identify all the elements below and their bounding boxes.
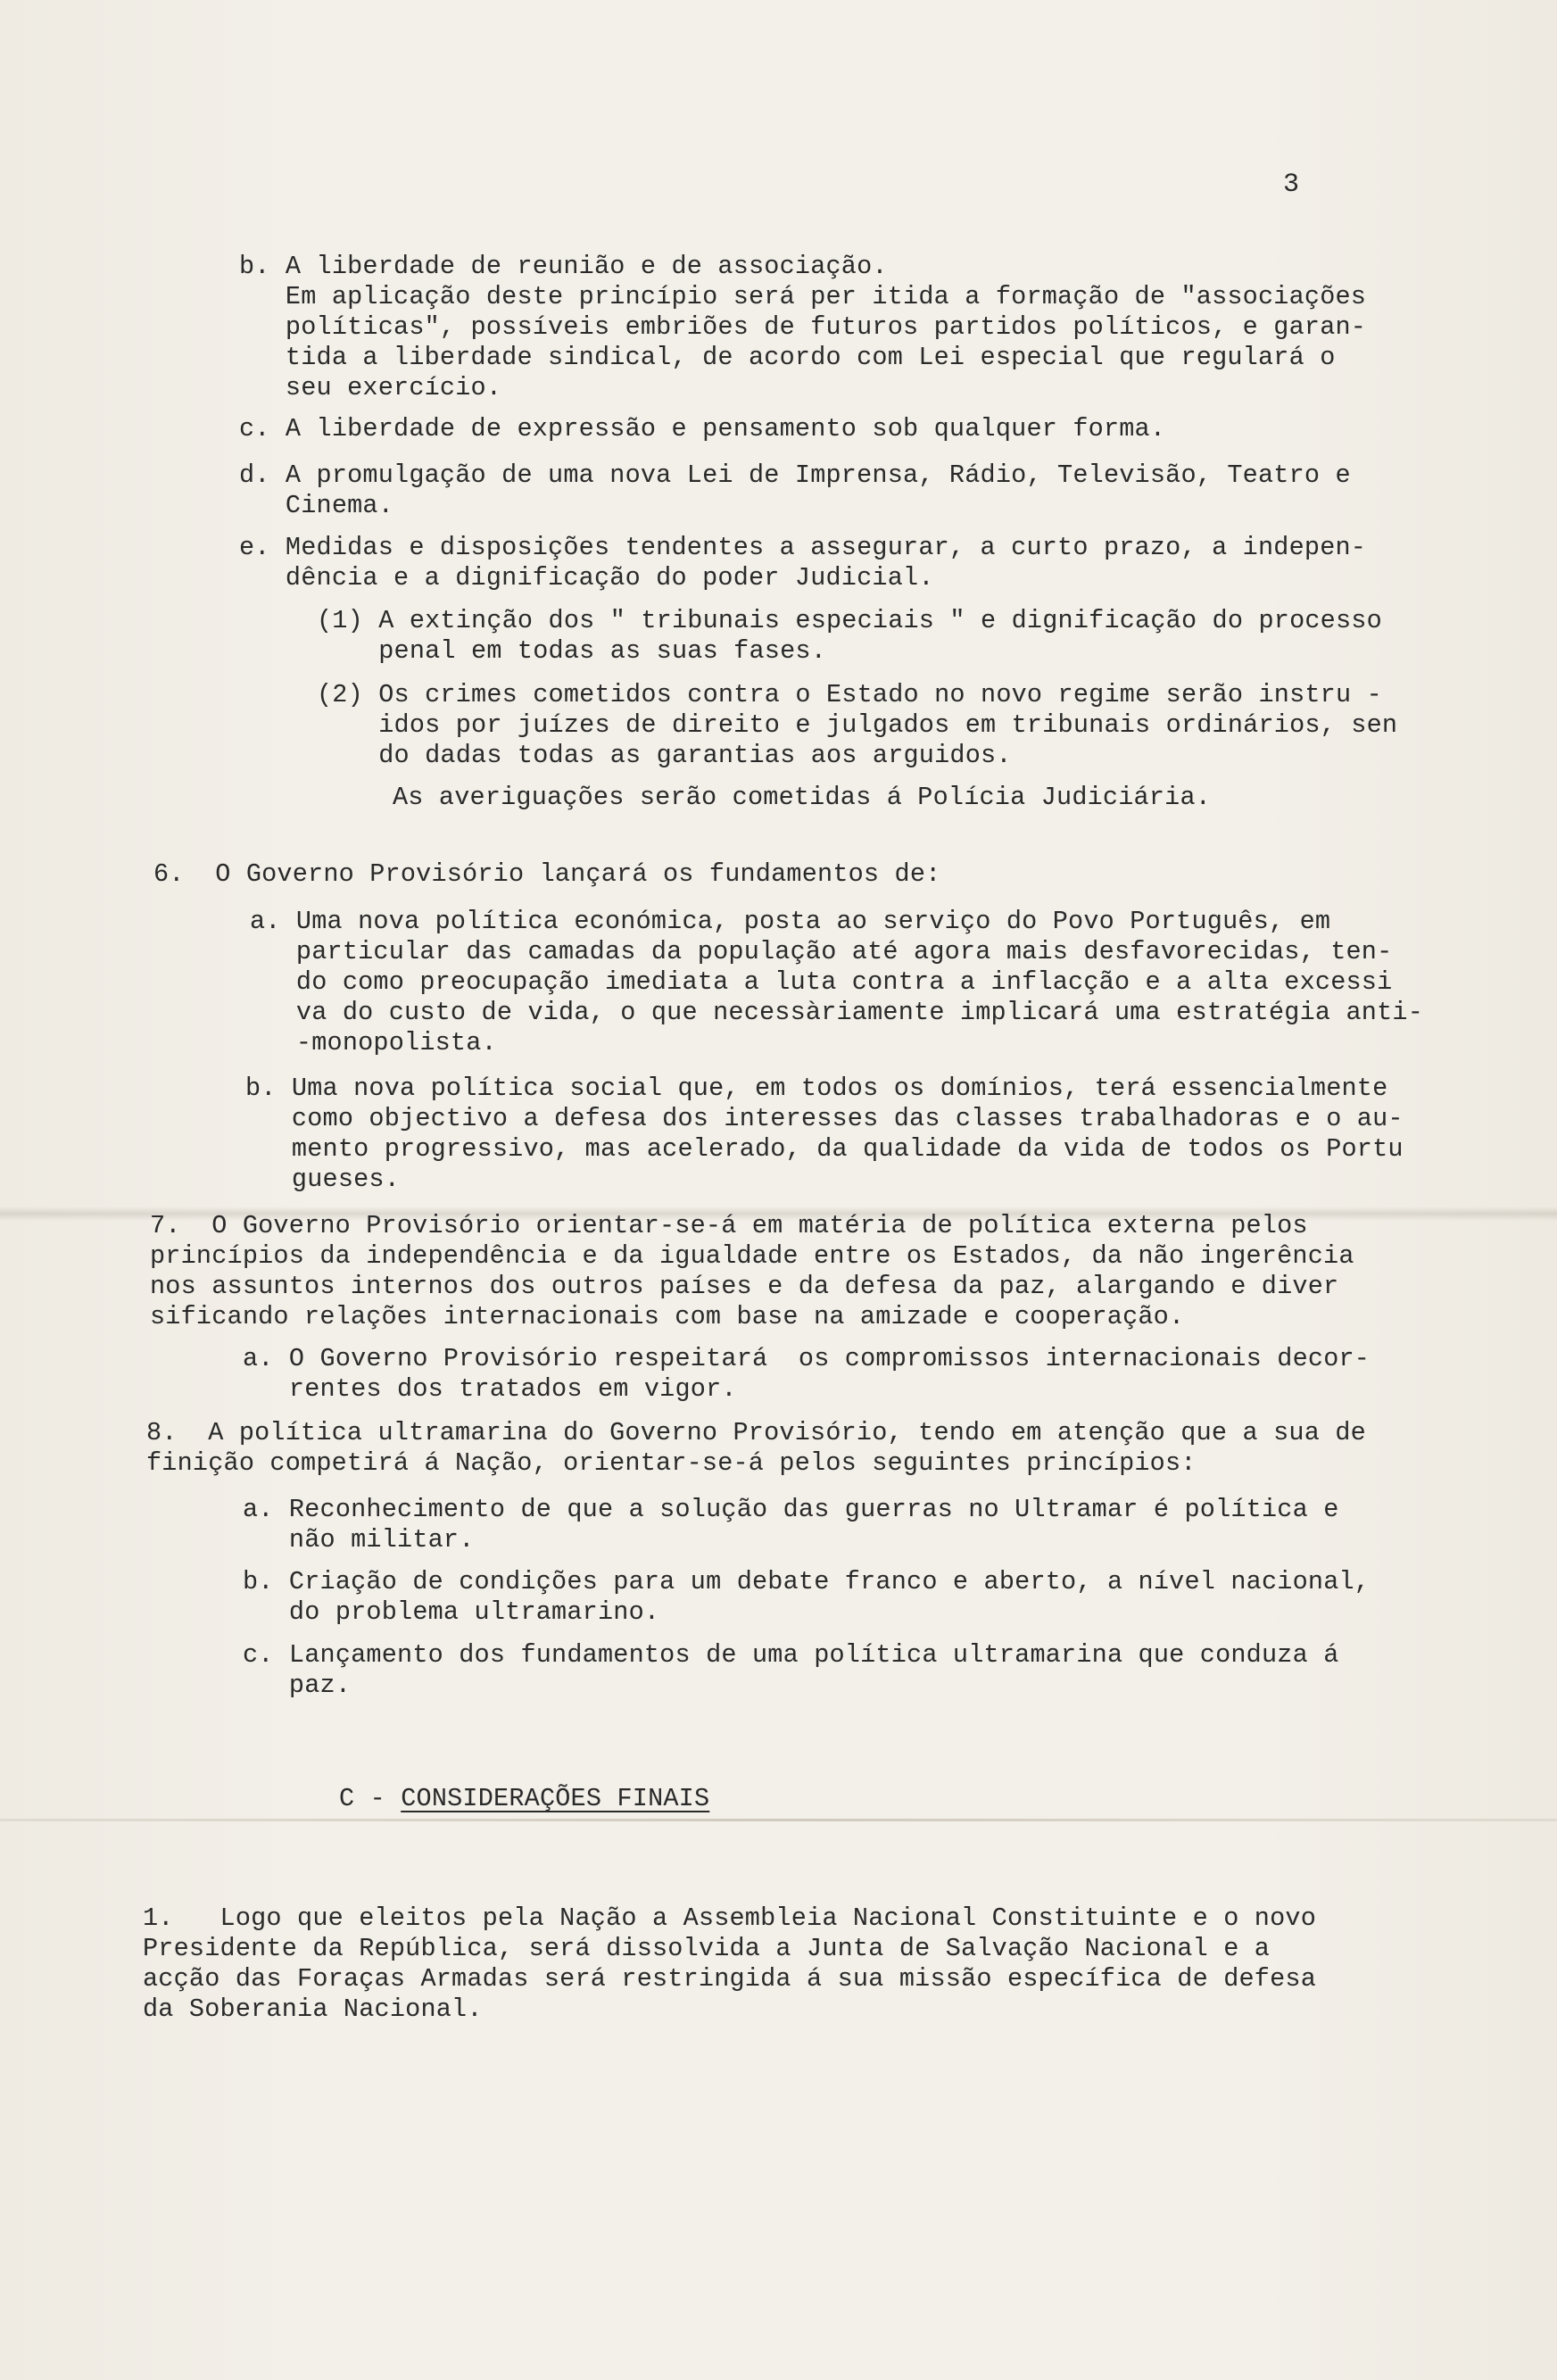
clause-14-line: b. Criação de condições para um debate franco e aberto, a nível nacional, bbox=[243, 1567, 1371, 1596]
clause-10-line: 7. O Governo Provisório orientar-se-á em matéria de política externa pelos bbox=[150, 1211, 1308, 1240]
clause-8-line: va do custo de vida, o que necessàriamente implicará uma estratégia anti- bbox=[250, 998, 1424, 1027]
clause-5-line: do dadas todas as garantias aos arguidos. bbox=[317, 741, 1012, 770]
clause-1-line: c. A liberdade de expressão e pensamento sob qualquer forma. bbox=[239, 414, 1166, 444]
clause-8-line: a. Uma nova política económica, posta ao serviço do Povo Português, em bbox=[250, 907, 1331, 936]
clause-0-line: tida a liberdade sindical, de acordo com Lei especial que regulará o bbox=[239, 343, 1336, 372]
clause-12-line: 8. A política ultramarina do Governo Provisório, tendo em atenção que a sua de bbox=[146, 1418, 1366, 1447]
clause-0-line: políticas", possíveis embriões de futuros partidos políticos, e garan- bbox=[239, 312, 1367, 342]
final-paragraph-line: acção das Foraças Armadas será restringida á sua missão específica de defesa bbox=[143, 1964, 1317, 1994]
final-paragraph-line: da Soberania Nacional. bbox=[143, 1994, 483, 2024]
clause-15-line: paz. bbox=[243, 1671, 352, 1700]
clause-3-line: e. Medidas e disposições tendentes a assegurar, a curto prazo, a indepen- bbox=[239, 533, 1367, 562]
clause-5-line: idos por juízes de direito e julgados em tribunais ordinários, sen bbox=[317, 710, 1398, 740]
clause-8-line: do como preocupação imediata a luta contra a inflacção e a alta excessi bbox=[250, 967, 1393, 997]
clause-13-line: a. Reconhecimento de que a solução das guerras no Ultramar é política e bbox=[243, 1495, 1339, 1524]
clause-6-line: As averiguações serão cometidas á Polícia Judiciária. bbox=[393, 783, 1212, 812]
clause-10-line: sificando relações internacionais com base na amizade e cooperação. bbox=[150, 1302, 1185, 1331]
clause-9-line: b. Uma nova política social que, em todos os domínios, terá essencialmente bbox=[245, 1074, 1388, 1103]
final-paragraph-line: 1. Logo que eleitos pela Nação a Assembleia Nacional Constituinte e o novo bbox=[143, 1903, 1317, 1933]
clause-2-line: Cinema. bbox=[239, 491, 394, 520]
clause-9-line: como objectivo a defesa dos interesses das classes trabalhadoras e o au- bbox=[245, 1104, 1404, 1133]
clause-2-line: d. A promulgação de uma nova Lei de Imprensa, Rádio, Televisão, Teatro e bbox=[239, 460, 1351, 490]
clause-3-line: dência e a dignificação do poder Judicial. bbox=[239, 563, 934, 593]
clause-11-line: a. O Governo Provisório respeitará os compromissos internacionais decor- bbox=[243, 1344, 1371, 1373]
clause-0-line: seu exercício. bbox=[239, 373, 502, 402]
clause-8-line: particular das camadas da população até agora mais desfavorecidas, ten- bbox=[250, 937, 1393, 966]
clause-12-line: finição competirá á Nação, orientar-se-á pelos seguintes princípios: bbox=[146, 1448, 1197, 1478]
paper-fold-crease bbox=[0, 1819, 1557, 1821]
clause-10-line: nos assuntos internos dos outros países e da defesa da paz, alargando e diver bbox=[150, 1272, 1339, 1301]
clause-9-line: mento progressivo, mas acelerado, da qualidade da vida de todos os Portu bbox=[245, 1134, 1404, 1164]
clause-9-line: gueses. bbox=[245, 1165, 401, 1194]
clause-11-line: rentes dos tratados em vigor. bbox=[243, 1374, 737, 1404]
section-c-heading bbox=[339, 1784, 709, 1814]
clause-4-line: penal em todas as suas fases. bbox=[317, 636, 826, 666]
clause-0-line: b. A liberdade de reunião e de associação. bbox=[239, 252, 888, 281]
clause-0-line: Em aplicação deste princípio será per itida a formação de "associações bbox=[239, 282, 1367, 311]
final-paragraph-line: Presidente da República, será dissolvida a Junta de Salvação Nacional e a bbox=[143, 1934, 1271, 1963]
section-c-title: CONSIDERAÇÕES FINAIS bbox=[401, 1784, 710, 1813]
clause-13-line: não militar. bbox=[243, 1525, 475, 1555]
clause-7-line: 6. O Governo Provisório lançará os fundamentos de: bbox=[153, 859, 941, 889]
clause-14-line: do problema ultramarino. bbox=[243, 1597, 660, 1627]
page-number: 3 bbox=[1283, 170, 1300, 200]
clause-5-line: (2) Os crimes cometidos contra o Estado no novo regime serão instru - bbox=[317, 680, 1382, 709]
clause-10-line: princípios da independência e da igualdade entre os Estados, da não ingerência bbox=[150, 1241, 1354, 1271]
clause-4-line: (1) A extinção dos " tribunais especiais " e dignificação do processo bbox=[317, 606, 1382, 635]
clause-15-line: c. Lançamento dos fundamentos de uma política ultramarina que conduza á bbox=[243, 1640, 1339, 1670]
section-c-prefix: C - bbox=[339, 1784, 402, 1813]
clause-8-line: -monopolista. bbox=[250, 1028, 497, 1057]
